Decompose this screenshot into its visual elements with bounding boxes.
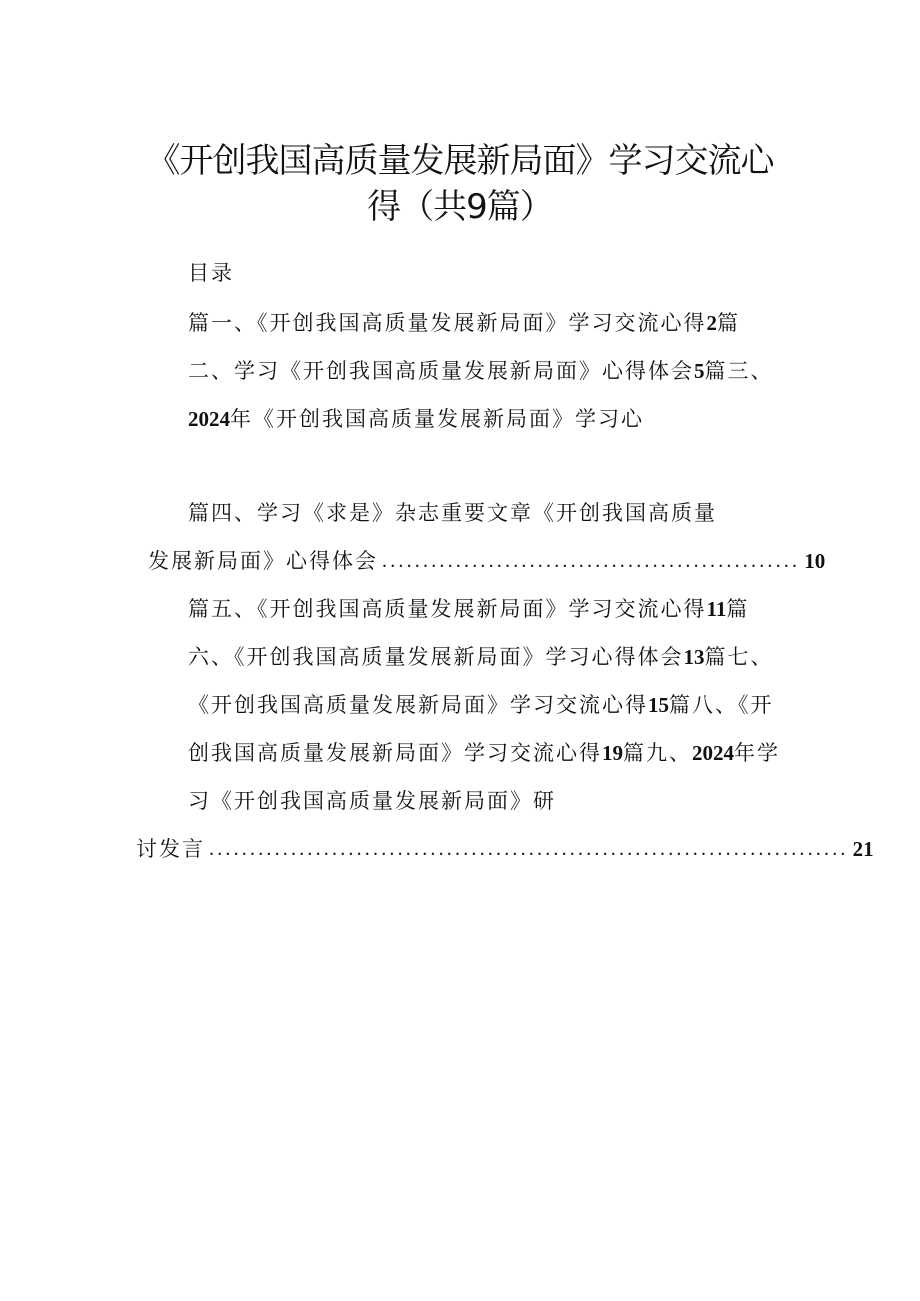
toc-entry-4-continued[interactable]: 发展新局面》心得体会 ................................................... 10 (148, 546, 788, 576)
toc-entry-9-continued[interactable]: 讨发言 .............................................................................. 21 (136, 834, 776, 864)
toc-entry-8[interactable]: 创我国高质量发展新局面》学习交流心得19篇九、2024年学 (188, 741, 780, 765)
toc-page-number: 10 (804, 549, 826, 573)
toc-entry-2[interactable]: 二、学习《开创我国高质量发展新局面》心得体会5篇三、 (188, 359, 774, 383)
toc-leader-dots: ................................................... (382, 550, 801, 572)
title-line-1: 《开创我国高质量发展新局面》学习交流心 (146, 141, 774, 181)
toc-entry-6[interactable]: 六、《开创我国高质量发展新局面》学习心得体会13篇七、 (188, 645, 774, 669)
title-line-2: 得（共9篇） (367, 187, 553, 227)
toc-entry-9[interactable]: 习《开创我国高质量发展新局面》研 (188, 789, 556, 813)
toc-entry-7[interactable]: 《开创我国高质量发展新局面》学习交流心得15篇八、《开 (188, 693, 774, 717)
toc-heading: 目录 (188, 261, 234, 285)
toc-entry-5[interactable]: 篇五、《开创我国高质量发展新局面》学习交流心得11篇 (188, 597, 750, 621)
toc-entry-1[interactable]: 篇一、《开创我国高质量发展新局面》学习交流心得2篇 (188, 311, 740, 335)
toc-entry-3[interactable]: 2024年《开创我国高质量发展新局面》学习心 (188, 407, 644, 431)
toc-entry-4[interactable]: 篇四、学习《求是》杂志重要文章《开创我国高质量 (188, 501, 717, 525)
toc-page-number: 21 (852, 837, 874, 861)
toc-leader-dots: .............................................................................. (209, 838, 849, 860)
